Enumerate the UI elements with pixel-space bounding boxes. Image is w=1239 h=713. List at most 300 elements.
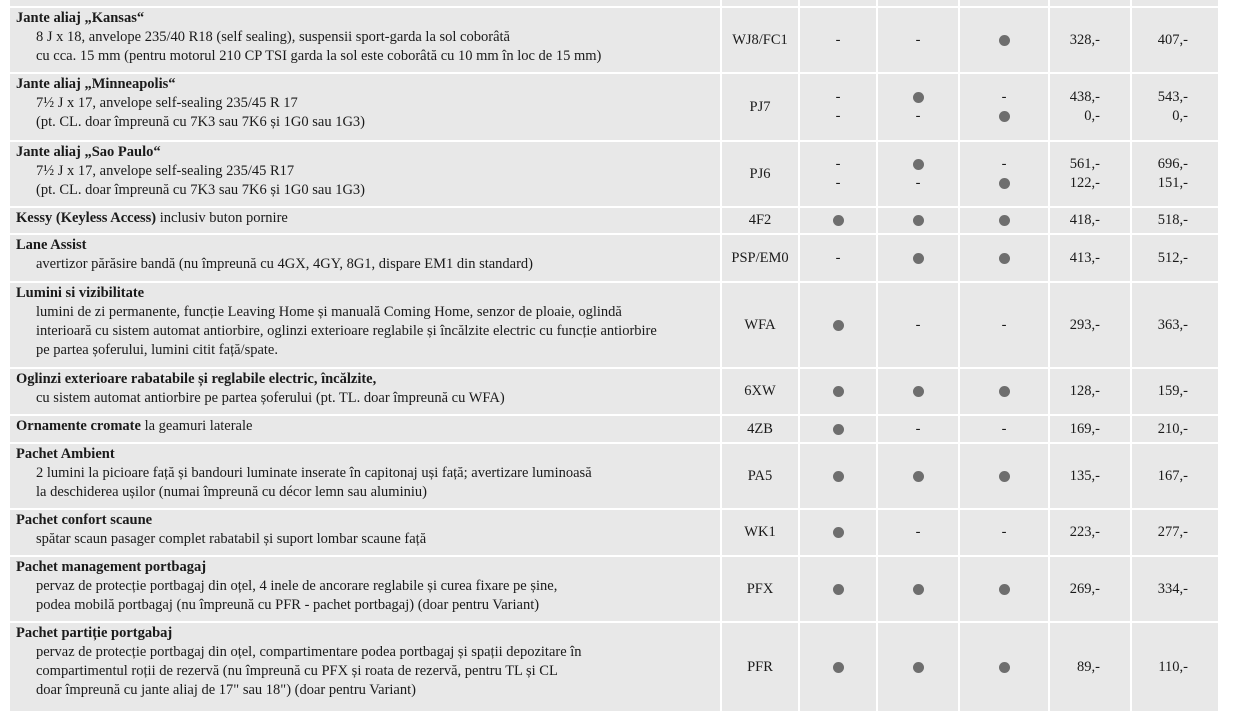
dash-mark: - [915,175,921,191]
option-name: Jante aliaj „Sao Paulo“ [16,144,161,160]
availability-cell [960,74,1048,140]
availability-stack [878,74,958,140]
dash-mark: - [915,420,921,437]
price-net-cell [1050,142,1130,206]
availability-stack [800,444,876,508]
option-detail-line: cu sistem automat antiorbire pe partea șoferului (pt. TL. doar împreună cu WFA) [36,390,505,406]
option-title [16,558,716,577]
availability-cell [800,208,876,233]
availability-stack [878,557,958,621]
dot-icon [833,320,844,331]
option-name: Pachet management portbagaj [16,559,207,575]
availability-stack [960,369,1048,414]
option-detail-line: pervaz de protecție portbagaj din oțel, 4 inele de ancorare reglabile și curea fixare pe șine, [36,578,558,594]
price-with-vat: 696,- [1157,156,1188,172]
description-cell [10,208,720,233]
price-net-cell [1050,557,1130,621]
option-code-wrap [722,557,798,621]
standard-dot [833,420,844,439]
standard-dot [833,211,844,230]
availability-cell [800,0,876,6]
option-name: Ornamente cromate [16,418,141,434]
description-text [16,370,716,408]
option-code-wrap [722,416,798,442]
option-code-wrap [722,369,798,414]
price-with-vat-cell [1132,142,1218,206]
dot-icon [833,215,844,226]
dash-mark: - [835,89,841,105]
option-code-wrap [722,208,798,233]
price-net-stack [1050,557,1100,621]
not-available-dash [916,31,921,50]
standard-dot [833,580,844,599]
description-text [16,511,716,549]
not-available-dash [836,174,841,193]
availability-cell [960,416,1048,442]
standard-dot [913,658,924,677]
description-text [16,284,716,360]
availability-cell [878,235,958,281]
price-net: 293,- [1069,316,1100,333]
price-with-vat: 512,- [1157,249,1188,266]
option-code-wrap [722,235,798,281]
option-code-wrap [722,623,798,711]
price-with-vat-cell [1132,74,1218,140]
option-code-wrap [722,142,798,206]
price-net-cell [1050,208,1130,233]
option-detail-line: 8 J x 18, anvelope 235/40 R18 (self sealing), suspensii sport-garda la sol coborâtă [36,29,510,45]
price-with-vat: 210,- [1157,420,1188,437]
not-available-dash [1002,155,1007,174]
dot-icon [999,386,1010,397]
description-cell [10,510,720,555]
not-available-dash [836,88,841,107]
not-available-dash [1002,316,1007,335]
option-title [16,417,716,436]
table-row [0,8,1239,74]
option-name: Kessy (Keyless Access) [16,210,157,226]
table-row [0,208,1239,235]
option-detail-line: pervaz de protecție portbagaj din oțel, compartimentare podea portbagaj și spații depozitare în [36,644,582,660]
option-detail-line: 7½ J x 17, anvelope self-sealing 235/45 R17 [36,163,295,179]
dash-mark: - [915,108,921,124]
price-net: 413,- [1069,249,1100,266]
price-with-vat-cell [1132,369,1218,414]
option-name: Lane Assist [16,237,87,253]
price-net-cell [1050,283,1130,367]
description-text [16,236,716,274]
availability-stack [960,557,1048,621]
table-row [0,416,1239,444]
availability-stack [878,8,958,72]
price-with-vat-stack [1132,235,1188,281]
description-cell [10,74,720,140]
availability-cell [800,8,876,72]
standard-dot [913,467,924,486]
option-detail-line: (pt. CL. doar împreună cu 7K3 sau 7K6 și 1G0 sau 1G3) [36,114,366,130]
option-code: PJ6 [749,165,771,182]
description-text [16,558,716,615]
option-detail-line: (pt. CL. doar împreună cu 7K3 sau 7K6 și 1G0 sau 1G3) [36,182,366,198]
dot-icon [913,92,924,103]
standard-dot [833,467,844,486]
standard-dot [833,382,844,401]
availability-stack [960,444,1048,508]
option-title [16,511,716,530]
availability-cell [878,557,958,621]
availability-stack [960,416,1048,442]
description-cell [10,557,720,621]
option-name: Pachet partiție portgabaj [16,625,173,641]
price-net-stack [1050,8,1100,72]
table-row [0,557,1239,623]
availability-cell [878,510,958,555]
price-net-cell [1050,623,1130,711]
availability-cell [800,416,876,442]
price-with-vat-stack [1132,283,1188,367]
availability-cell [800,557,876,621]
description-cell [10,235,720,281]
dash-mark: - [915,31,921,48]
price-net-stack [1050,74,1100,140]
price-with-vat: 151,- [1157,175,1188,191]
description-cell [10,416,720,442]
price-net: 438,- [1069,89,1100,105]
dash-mark: - [915,524,921,540]
availability-cell [800,623,876,711]
price-net-cell [1050,8,1130,72]
standard-dot [999,382,1010,401]
price-with-vat-cell [1132,557,1218,621]
option-detail-line: pe partea șoferului, lumini citit față/spate. [36,342,278,358]
dot-icon [999,35,1010,46]
standard-dot [913,580,924,599]
dot-icon [833,471,844,482]
option-title [16,284,716,303]
table-row [0,510,1239,557]
dash-mark: - [1001,156,1007,172]
price-with-vat: 0,- [1172,108,1188,124]
standard-dot [913,249,924,268]
description-text [16,624,716,700]
description-cell [10,444,720,508]
option-detail-line: 2 lumini la picioare față și bandouri luminate inserate în capitonaj uși față; avertizare luminoasă [36,465,592,481]
availability-cell [800,444,876,508]
price-net-stack [1050,369,1100,414]
availability-stack [960,208,1048,233]
availability-cell [800,142,876,206]
dot-icon [999,111,1010,122]
dot-icon [833,527,844,538]
dot-icon [999,584,1010,595]
availability-cell [878,142,958,206]
availability-stack [960,0,1048,6]
dash-mark: - [915,316,921,333]
dot-icon [913,159,924,170]
price-net-stack [1050,283,1100,367]
option-code-cell [722,416,798,442]
availability-stack [800,416,876,442]
availability-stack [960,235,1048,281]
availability-cell [960,208,1048,233]
option-title [16,624,716,643]
availability-cell [960,142,1048,206]
table-row [0,283,1239,369]
description-text [16,445,716,502]
dot-icon [999,253,1010,264]
option-code-wrap [722,283,798,367]
price-with-vat: 407,- [1157,31,1188,48]
price-with-vat: 277,- [1157,524,1188,540]
option-title [16,370,716,389]
option-name: Jante aliaj „Minneapolis“ [16,76,176,92]
availability-cell [878,283,958,367]
option-code: PFR [747,658,773,675]
option-code: PA5 [747,467,773,484]
dot-icon [999,662,1010,673]
dot-icon [913,253,924,264]
standard-dot [999,467,1010,486]
dot-icon [999,471,1010,482]
availability-cell [960,557,1048,621]
availability-cell [960,510,1048,555]
option-code: WK1 [744,524,776,540]
price-net-cell [1050,74,1130,140]
availability-stack [800,208,876,233]
option-name: Oglinzi exterioare rabatabile și reglabile electric, încălzite, [16,371,377,387]
availability-stack [800,510,876,555]
price-net-cell [1050,510,1130,555]
availability-stack [878,623,958,711]
option-code-cell [722,369,798,414]
availability-stack [800,623,876,711]
dot-icon [913,471,924,482]
price-net: 135,- [1069,467,1100,484]
price-with-vat-stack [1132,510,1188,555]
standard-dot [913,88,924,107]
availability-cell [800,235,876,281]
price-with-vat-stack [1132,208,1188,233]
availability-cell [960,8,1048,72]
standard-dot [833,316,844,335]
table-row [0,369,1239,416]
price-with-vat: 518,- [1157,212,1188,228]
standard-dot [913,155,924,174]
availability-cell [960,0,1048,6]
availability-cell [878,416,958,442]
availability-cell [878,74,958,140]
option-code-wrap [722,510,798,555]
price-net-stack [1050,142,1100,206]
price-with-vat-cell [1132,8,1218,72]
not-available-dash [1002,523,1007,542]
description-text [16,143,716,200]
option-code-cell [722,283,798,367]
price-net-stack [1050,623,1100,711]
availability-stack [878,208,958,233]
price-with-vat-stack [1132,369,1188,414]
option-code-wrap [722,0,798,6]
description-text [16,417,716,436]
standard-dot [833,523,844,542]
price-with-vat-cell [1132,623,1218,711]
option-name-suffix: inclusiv buton pornire [156,210,288,226]
dash-mark: - [835,175,841,191]
dash-mark: - [1001,524,1007,540]
standard-dot [999,580,1010,599]
price-net: 328,- [1069,31,1100,48]
table-row [0,142,1239,208]
option-detail-line: 7½ J x 17, anvelope self-sealing 235/45 R 17 [36,95,298,111]
option-title [16,209,716,228]
availability-stack [800,369,876,414]
availability-stack [878,0,958,6]
standard-dot [913,382,924,401]
description-cell [10,623,720,711]
price-with-vat-stack [1132,74,1188,140]
dash-mark: - [835,156,841,172]
price-net-stack [1050,208,1100,233]
price-net-cell [1050,416,1130,442]
availability-stack [960,510,1048,555]
option-title [16,143,716,162]
option-name: Pachet Ambient [16,446,115,462]
option-detail-line: compartimentul roții de rezervă (nu împreună cu PFX și roata de rezervă, pentru TL și CL [36,663,558,679]
price-with-vat-cell [1132,208,1218,233]
table-row [0,444,1239,510]
price-net-stack [1050,416,1100,442]
option-detail-line: la deschiderea ușilor (numai împreună cu décor lemn sau aluminiu) [36,484,427,500]
option-code: PFX [746,580,774,597]
price-with-vat: 167,- [1157,467,1188,484]
price-net-stack [1050,235,1100,281]
description-cell [10,283,720,367]
availability-cell [878,208,958,233]
standard-dot [833,658,844,677]
option-code-cell [722,74,798,140]
description-cell [10,142,720,206]
availability-cell [800,369,876,414]
price-net-cell [1050,369,1130,414]
price-with-vat-stack [1132,416,1188,442]
dot-icon [833,424,844,435]
option-code-cell [722,510,798,555]
dash-mark: - [835,31,841,48]
price-net: 122,- [1069,175,1100,191]
availability-cell [878,0,958,6]
dash-mark: - [835,249,841,266]
standard-dot [999,174,1010,193]
option-detail-line: cu cca. 15 mm (pentru motorul 210 CP TSI garda la sol este coborâtă cu 10 mm în loc de 15 mm) [36,48,602,64]
description-text [16,9,716,66]
availability-stack [800,235,876,281]
price-with-vat: 110,- [1158,658,1188,675]
not-available-dash [836,107,841,126]
availability-stack [878,510,958,555]
availability-stack [878,444,958,508]
price-with-vat: 543,- [1157,89,1188,105]
option-code-cell [722,142,798,206]
availability-stack [800,8,876,72]
dash-mark: - [1001,420,1007,437]
availability-stack [878,416,958,442]
price-net: 89,- [1077,658,1100,675]
price-with-vat-cell [1132,510,1218,555]
price-net: 269,- [1069,580,1100,597]
availability-stack [800,0,876,6]
description-text [16,75,716,132]
not-available-dash [916,523,921,542]
option-code: 4F2 [748,212,772,228]
availability-stack [960,8,1048,72]
price-net: 561,- [1069,156,1100,172]
availability-cell [960,283,1048,367]
availability-stack [878,235,958,281]
option-code-cell [722,8,798,72]
dot-icon [913,662,924,673]
standard-dot [999,249,1010,268]
option-title [16,236,716,255]
availability-stack [800,557,876,621]
availability-cell [800,510,876,555]
option-detail-line: podea mobilă portbagaj (nu împreună cu PFR - pachet portbagaj) (doar pentru Variant) [36,597,540,613]
option-detail-line: lumini de zi permanente, funcție Leaving Home și manuală Coming Home, senzor de ploaie, oglindă [36,304,622,320]
option-name: Lumini si vizibilitate [16,285,145,301]
not-available-dash [1002,420,1007,439]
option-code-cell [722,0,798,6]
option-name: Jante aliaj „Kansas“ [16,10,145,26]
price-with-vat-cell [1132,444,1218,508]
price-with-vat-stack [1132,557,1188,621]
dot-icon [833,386,844,397]
description-text [16,209,716,228]
option-code-cell [722,235,798,281]
option-detail-line: avertizor părăsire bandă (nu împreună cu 4GX, 4GY, 8G1, dispare EM1 din standard) [36,256,534,272]
option-detail-line: doar împreună cu jante aliaj de 17" sau 18") (doar pentru Variant) [36,682,416,698]
price-with-vat-stack [1132,623,1188,711]
price-with-vat: 159,- [1157,383,1188,399]
price-with-vat: 363,- [1157,316,1188,333]
price-net-stack [1050,510,1100,555]
not-available-dash [836,155,841,174]
availability-stack [960,283,1048,367]
availability-cell [960,444,1048,508]
option-title [16,75,716,94]
not-available-dash [916,174,921,193]
standard-dot [913,211,924,230]
option-code: WJ8/FC1 [732,31,788,48]
price-net-cell [1050,235,1130,281]
option-code-cell [722,557,798,621]
availability-cell [878,8,958,72]
availability-cell [800,283,876,367]
price-with-vat-stack [1132,0,1188,6]
price-net: 128,- [1069,383,1100,399]
description-cell [10,8,720,72]
description-cell [10,369,720,414]
price-with-vat-stack [1132,8,1188,72]
table-row [0,0,1239,8]
price-net: 418,- [1069,212,1100,228]
option-code-wrap [722,74,798,140]
dot-icon [913,584,924,595]
dash-mark: - [1001,89,1007,105]
availability-stack [878,283,958,367]
dash-mark: - [835,108,841,124]
availability-stack [878,369,958,414]
availability-cell [800,74,876,140]
option-code-cell [722,208,798,233]
